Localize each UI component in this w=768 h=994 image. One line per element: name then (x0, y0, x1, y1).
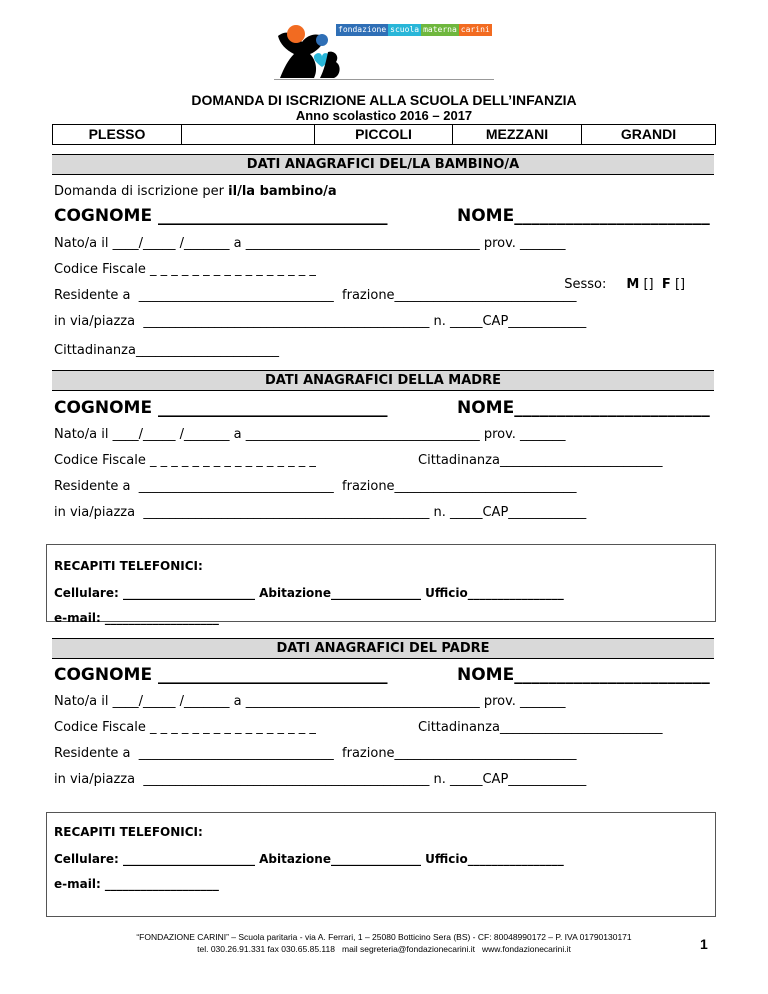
school-year: Anno scolastico 2016 – 2017 (295, 108, 473, 123)
father-cf-field[interactable]: Codice Fiscale _ _ _ _ _ _ _ _ _ _ _ _ _ _ _ _ (54, 720, 316, 735)
plesso-mezzani[interactable]: MEZZANI (453, 125, 582, 144)
section-child: DATI ANAGRAFICI DEL/LA BAMBINO/A (52, 154, 714, 175)
footer-address: “FONDAZIONE CARINI” – Scuola paritaria - via A. Ferrari, 1 – 25080 Botticino Sera (BS) - CF: 80048990172 – P. IVA 01790130171 (136, 932, 632, 942)
child-cittadinanza-field[interactable]: Cittadinanza______________________ (54, 343, 279, 358)
mother-residente-field[interactable]: Residente a ______________________________ frazione____________________________ (54, 479, 577, 494)
logo-text-3: materna (423, 25, 457, 34)
child-nome-field[interactable]: NOME_______________________ (457, 206, 710, 226)
logo-text-4: carini (460, 25, 490, 34)
child-residente-field[interactable]: Residente a ______________________________ frazione____________________________ (54, 288, 577, 303)
child-cognome-field[interactable]: COGNOME ___________________________ (54, 206, 388, 226)
mother-email-field[interactable]: e-mail: ___________________ (54, 611, 219, 625)
sesso-m: M (626, 277, 640, 292)
mother-nome-field[interactable]: NOME_______________________ (457, 398, 710, 418)
plesso-table (52, 124, 716, 145)
mother-nato-field[interactable]: Nato/a il ____/_____ /_______ a ____________________________________ prov. _______ (54, 427, 566, 442)
mother-via-field[interactable]: in via/piazza ____________________________________________ n. _____CAP____________ (54, 505, 587, 520)
child-via-field[interactable]: in via/piazza ____________________________________________ n. _____CAP____________ (54, 314, 587, 329)
section-mother: DATI ANAGRAFICI DELLA MADRE (52, 370, 714, 391)
child-nato-field[interactable]: Nato/a il ____/_____ /_______ a ____________________________________ prov. _______ (54, 236, 566, 251)
father-email-field[interactable]: e-mail: ___________________ (54, 877, 219, 891)
page-number: 1 (700, 936, 708, 952)
sesso-m-checkbox[interactable]: [] (643, 277, 654, 292)
mother-cognome-field[interactable]: COGNOME ___________________________ (54, 398, 388, 418)
mother-cittadinanza-field[interactable]: Cittadinanza_________________________ (418, 453, 663, 468)
child-intro (54, 184, 337, 199)
child-intro-text: Domanda di iscrizione per (54, 184, 229, 199)
father-residente-field[interactable]: Residente a ______________________________ frazione____________________________ (54, 746, 577, 761)
mother-contacts-title: RECAPITI TELEFONICI: (54, 559, 203, 573)
father-contacts-phones[interactable]: Cellulare: ______________________ Abitazione_______________ Ufficio________________ (54, 852, 564, 866)
logo (274, 22, 496, 80)
logo-text-1: fondazione (338, 25, 387, 34)
plesso-blank[interactable] (182, 125, 315, 144)
form-title: DOMANDA DI ISCRIZIONE ALLA SCUOLA DELL’INFANZIA (191, 92, 577, 108)
plesso-piccoli[interactable]: PICCOLI (315, 125, 453, 144)
mother-cf-field[interactable]: Codice Fiscale _ _ _ _ _ _ _ _ _ _ _ _ _ _ _ _ (54, 453, 316, 468)
plesso-label: PLESSO (53, 125, 182, 144)
father-cittadinanza-field[interactable]: Cittadinanza_________________________ (418, 720, 663, 735)
child-cf-field[interactable]: Codice Fiscale _ _ _ _ _ _ _ _ _ _ _ _ _ _ _ _ (54, 262, 316, 277)
logo-text-2: scuola (390, 25, 420, 34)
sesso-f-checkbox[interactable]: [] (674, 277, 686, 292)
child-intro-bold: il/la bambino/a (228, 184, 337, 199)
section-father: DATI ANAGRAFICI DEL PADRE (52, 638, 714, 659)
sesso-label: Sesso: (564, 277, 607, 292)
plesso-grandi[interactable]: GRANDI (620, 126, 677, 142)
father-nome-field[interactable]: NOME_______________________ (457, 665, 710, 685)
father-contacts-title: RECAPITI TELEFONICI: (54, 825, 203, 839)
mother-contacts-phones[interactable]: Cellulare: ______________________ Abitazione_______________ Ufficio________________ (54, 586, 564, 600)
father-cognome-field[interactable]: COGNOME ___________________________ (54, 665, 388, 685)
footer-contacts: tel. 030.26.91.331 fax 030.65.85.118 mail segreteria@fondazionecarini.it www.fondazionecarini.it (197, 944, 571, 954)
father-via-field[interactable]: in via/piazza ____________________________________________ n. _____CAP____________ (54, 772, 587, 787)
sesso-f: F (661, 277, 671, 292)
father-nato-field[interactable]: Nato/a il ____/_____ /_______ a ____________________________________ prov. _______ (54, 694, 566, 709)
